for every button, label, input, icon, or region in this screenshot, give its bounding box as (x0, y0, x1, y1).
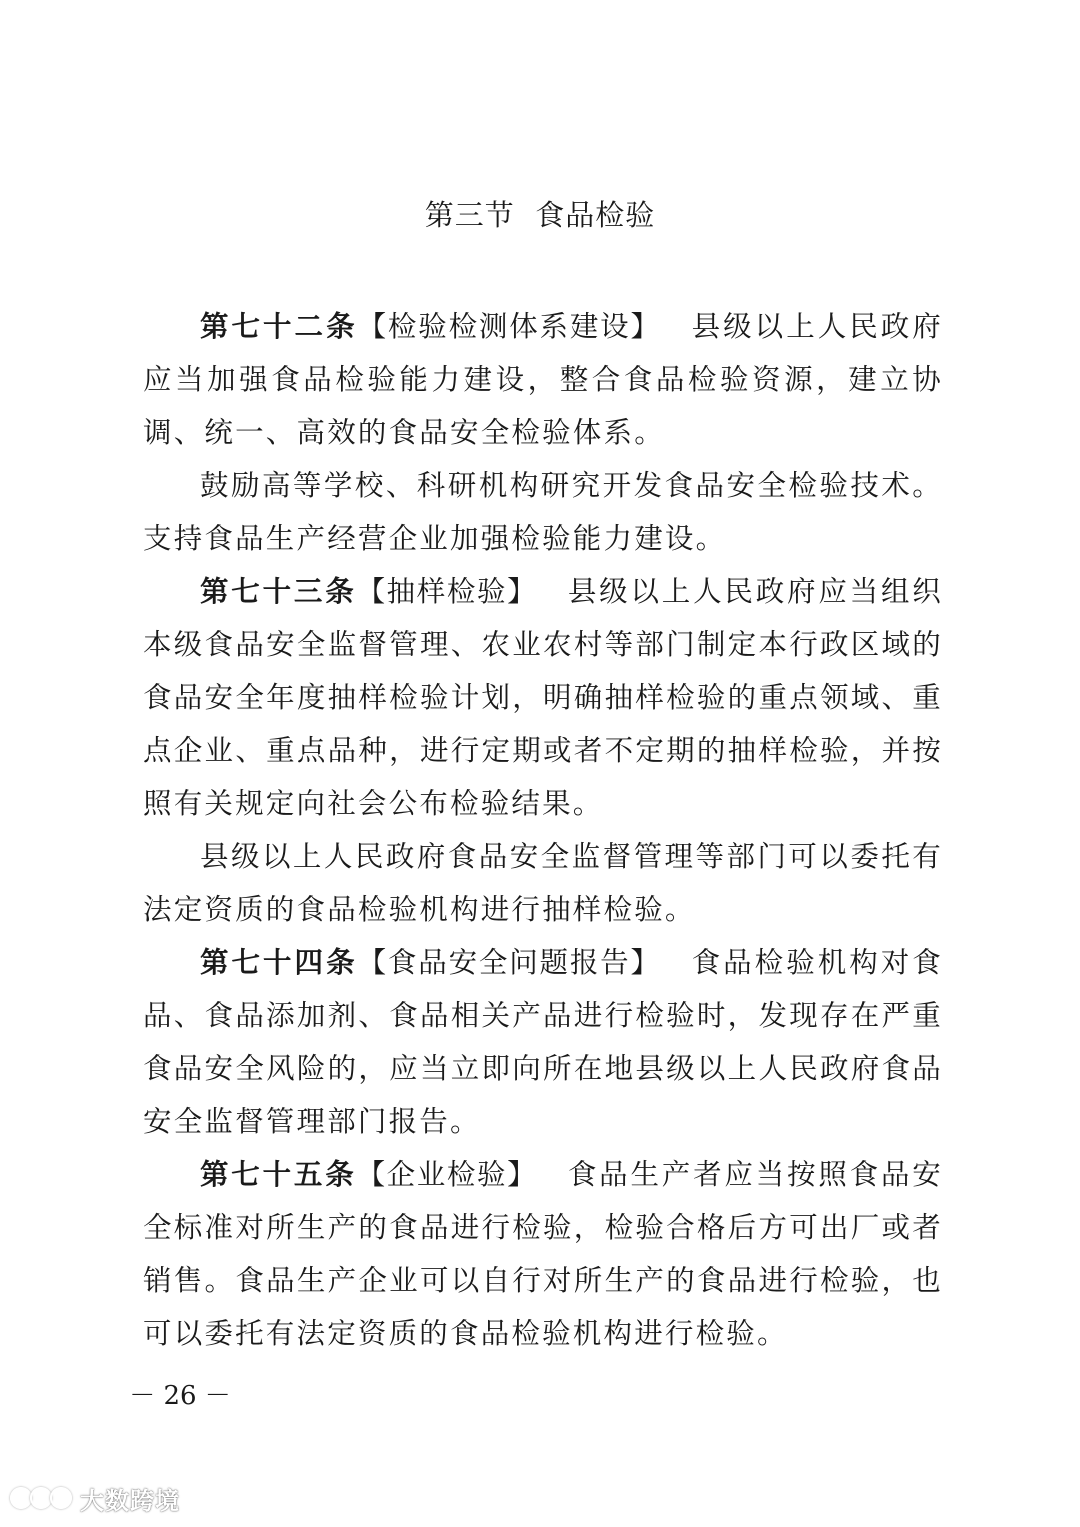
article-72-number: 第七十二条 (200, 310, 358, 343)
article-74-paragraph-1 (143, 936, 943, 1148)
article-74-heading: 【食品安全问题报告】 (357, 946, 661, 979)
section-title: 第三节 食品检验 (424, 198, 656, 232)
article-74-text-1: 食品检验机构对食品、食品添加剂、食品相关产品进行检验时，发现存在严重食品安全风险的，应当立即向所在地县级以上人民政府食品安全监督管理部门报告。 (143, 946, 943, 1138)
article-73-heading: 【抽样检验】 (356, 575, 538, 608)
article-72-paragraph-2: 鼓励高等学校、科研机构研究开发食品安全检验技术。支持食品生产经营企业加强检验能力建设。 (143, 469, 943, 555)
article-75-paragraph-1 (143, 1148, 943, 1360)
article-75-number: 第七十五条 (200, 1158, 357, 1191)
article-72-heading: 【检验检测体系建设】 (357, 310, 661, 343)
article-73-paragraph-1 (143, 565, 943, 830)
watermark-text: 大数跨境 (80, 1486, 180, 1515)
article-body (143, 300, 943, 1360)
article-73-text-1: 县级以上人民政府应当组织本级食品安全监督管理、农业农村等部门制定本行政区域的食品安全年度抽样检验计划，明确抽样检验的重点领域、重点企业、重点品种，进行定期或者不定期的抽样检验，并按照有关规定向社会公布检验结果。 (143, 575, 943, 820)
article-73-paragraph-2: 县级以上人民政府食品安全监督管理等部门可以委托有法定资质的食品检验机构进行抽样检验。 (143, 840, 943, 926)
article-72-paragraph-1 (143, 300, 943, 459)
article-72-text-1: 县级以上人民政府应当加强食品检验能力建设，整合食品检验资源，建立协调、统一、高效的食品安全检验体系。 (143, 310, 943, 449)
article-73-number: 第七十三条 (200, 575, 357, 608)
watermark (10, 1478, 180, 1518)
article-74-number: 第七十四条 (200, 946, 358, 979)
wechat-logo-icon (10, 1483, 74, 1513)
article-75-text-1: 食品生产者应当按照食品安全标准对所生产的食品进行检验，检验合格后方可出厂或者销售。食品生产企业可以自行对所生产的食品进行检验，也可以委托有法定资质的食品检验机构进行检验。 (143, 1158, 943, 1350)
page-number: － 26 － (129, 1381, 231, 1411)
article-75-heading: 【企业检验】 (356, 1158, 538, 1191)
